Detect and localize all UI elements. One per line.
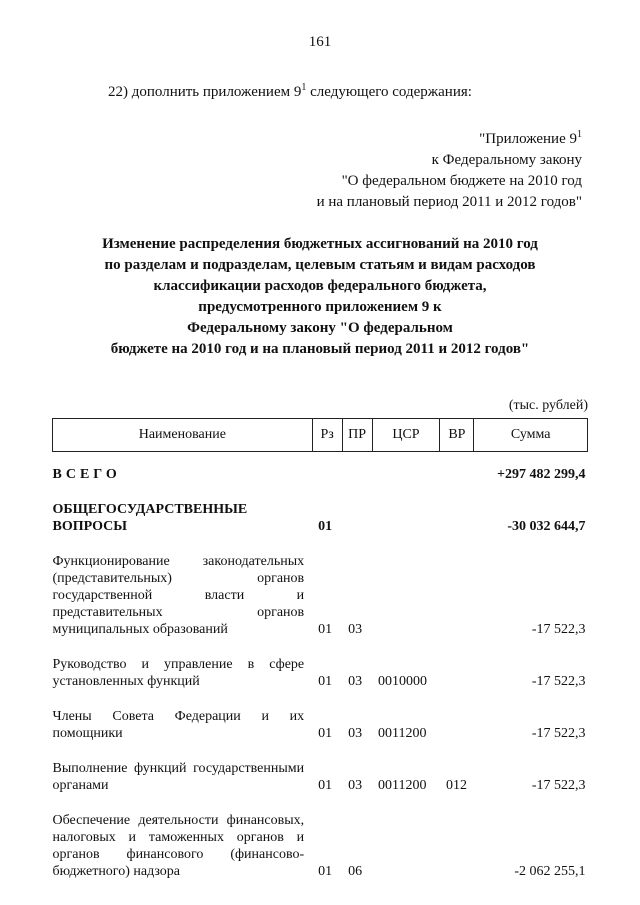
header-name: Наименование xyxy=(53,419,313,452)
header-sum: Сумма xyxy=(474,419,588,452)
cell-sum: -2 062 255,1 xyxy=(514,864,586,879)
document-title xyxy=(40,234,600,360)
cell-name: Члены Совета Федерации и их помощники xyxy=(52,709,305,741)
cell-sum: +297 482 299,4 xyxy=(497,467,586,482)
table-row xyxy=(53,483,588,535)
header-vr: ВР xyxy=(440,419,474,452)
cell-csr xyxy=(372,483,440,535)
header-rz: Рз xyxy=(312,419,342,452)
cell-pr xyxy=(342,483,372,535)
cell-sum: -17 522,3 xyxy=(531,726,586,741)
cell-csr xyxy=(372,794,440,880)
cell-rz: 01 xyxy=(318,864,333,879)
cell-sum: -17 522,3 xyxy=(531,622,586,637)
cell-name: Обеспечение деятельности финансовых, налоговых и таможенных органов и органов финансового (финансово-бюджетного) надзора xyxy=(52,813,305,879)
cell-csr: 0011200 xyxy=(378,726,427,741)
cell-pr: 03 xyxy=(348,778,363,793)
cell-csr: 0011200 xyxy=(378,778,427,793)
cell-sum: -17 522,3 xyxy=(531,778,586,793)
cell-rz xyxy=(312,452,342,484)
table-row xyxy=(53,742,588,794)
title-line: по разделам и подразделам, целевым статьям и видам расходов xyxy=(104,257,536,273)
cell-name: ОБЩЕГОСУДАРСТВЕННЫЕ ВОПРОСЫ xyxy=(52,502,248,534)
appendix-line-2: к Федеральному закону xyxy=(431,152,582,168)
cell-name: Руководство и управление в сфере установленных функций xyxy=(52,657,305,689)
cell-name: Выполнение функций государственными органами xyxy=(52,761,305,793)
title-line: Изменение распределения бюджетных ассигнований на 2010 год xyxy=(102,236,538,252)
budget-table xyxy=(52,418,588,880)
cell-vr xyxy=(440,638,474,690)
cell-name: ВСЕГО xyxy=(52,467,121,482)
cell-pr: 06 xyxy=(348,864,363,879)
table-row xyxy=(53,535,588,638)
cell-vr xyxy=(440,452,474,484)
cell-rz: 01 xyxy=(318,674,333,689)
cell-pr xyxy=(342,452,372,484)
appendix-line-1 xyxy=(300,124,582,150)
cell-name: Функционирование законодательных (представительных) органов государственной власти и представительных органов муниципальных образований xyxy=(52,554,305,637)
appendix-line-3: "О федеральном бюджете на 2010 год xyxy=(341,173,582,189)
title-line: бюджете на 2010 год и на плановый период 2011 и 2012 годов" xyxy=(110,341,530,357)
cell-csr xyxy=(372,452,440,484)
title-line: Федеральному закону "О федеральном xyxy=(187,320,453,336)
table-row xyxy=(53,690,588,742)
cell-rz: 01 xyxy=(318,519,333,534)
page-number: 161 xyxy=(308,34,332,50)
appendix-reference xyxy=(300,124,582,213)
cell-vr xyxy=(440,690,474,742)
unit-note: (тыс. рублей) xyxy=(508,398,588,413)
appendix-superscript: 1 xyxy=(577,129,582,140)
header-pr: ПР xyxy=(342,419,372,452)
amendment-text-before: 22) дополнить приложением 9 xyxy=(108,84,302,100)
cell-sum: -30 032 644,7 xyxy=(507,519,586,534)
table-row xyxy=(53,638,588,690)
header-csr: ЦСР xyxy=(372,419,440,452)
cell-rz: 01 xyxy=(318,622,333,637)
appendix-line-1-text: "Приложение 9 xyxy=(479,131,577,147)
cell-pr: 03 xyxy=(348,674,363,689)
appendix-line-4: и на плановый период 2011 и 2012 годов" xyxy=(316,194,582,210)
cell-sum: -17 522,3 xyxy=(531,674,586,689)
title-line: предусмотренного приложением 9 к xyxy=(198,299,442,315)
table-header-row xyxy=(53,419,588,452)
cell-rz: 01 xyxy=(318,726,333,741)
cell-vr: 012 xyxy=(445,778,467,793)
cell-rz: 01 xyxy=(318,778,333,793)
cell-csr: 0010000 xyxy=(378,674,428,689)
title-line: классификации расходов федерального бюджета, xyxy=(153,278,487,294)
amendment-text xyxy=(108,82,472,101)
cell-vr xyxy=(440,794,474,880)
table-row xyxy=(53,452,588,484)
cell-vr xyxy=(440,535,474,638)
cell-vr xyxy=(440,483,474,535)
amendment-text-after: следующего содержания: xyxy=(306,84,472,100)
cell-csr xyxy=(372,535,440,638)
cell-pr: 03 xyxy=(348,622,363,637)
table-row xyxy=(53,794,588,880)
cell-pr: 03 xyxy=(348,726,363,741)
amendment-superscript: 1 xyxy=(301,82,307,93)
